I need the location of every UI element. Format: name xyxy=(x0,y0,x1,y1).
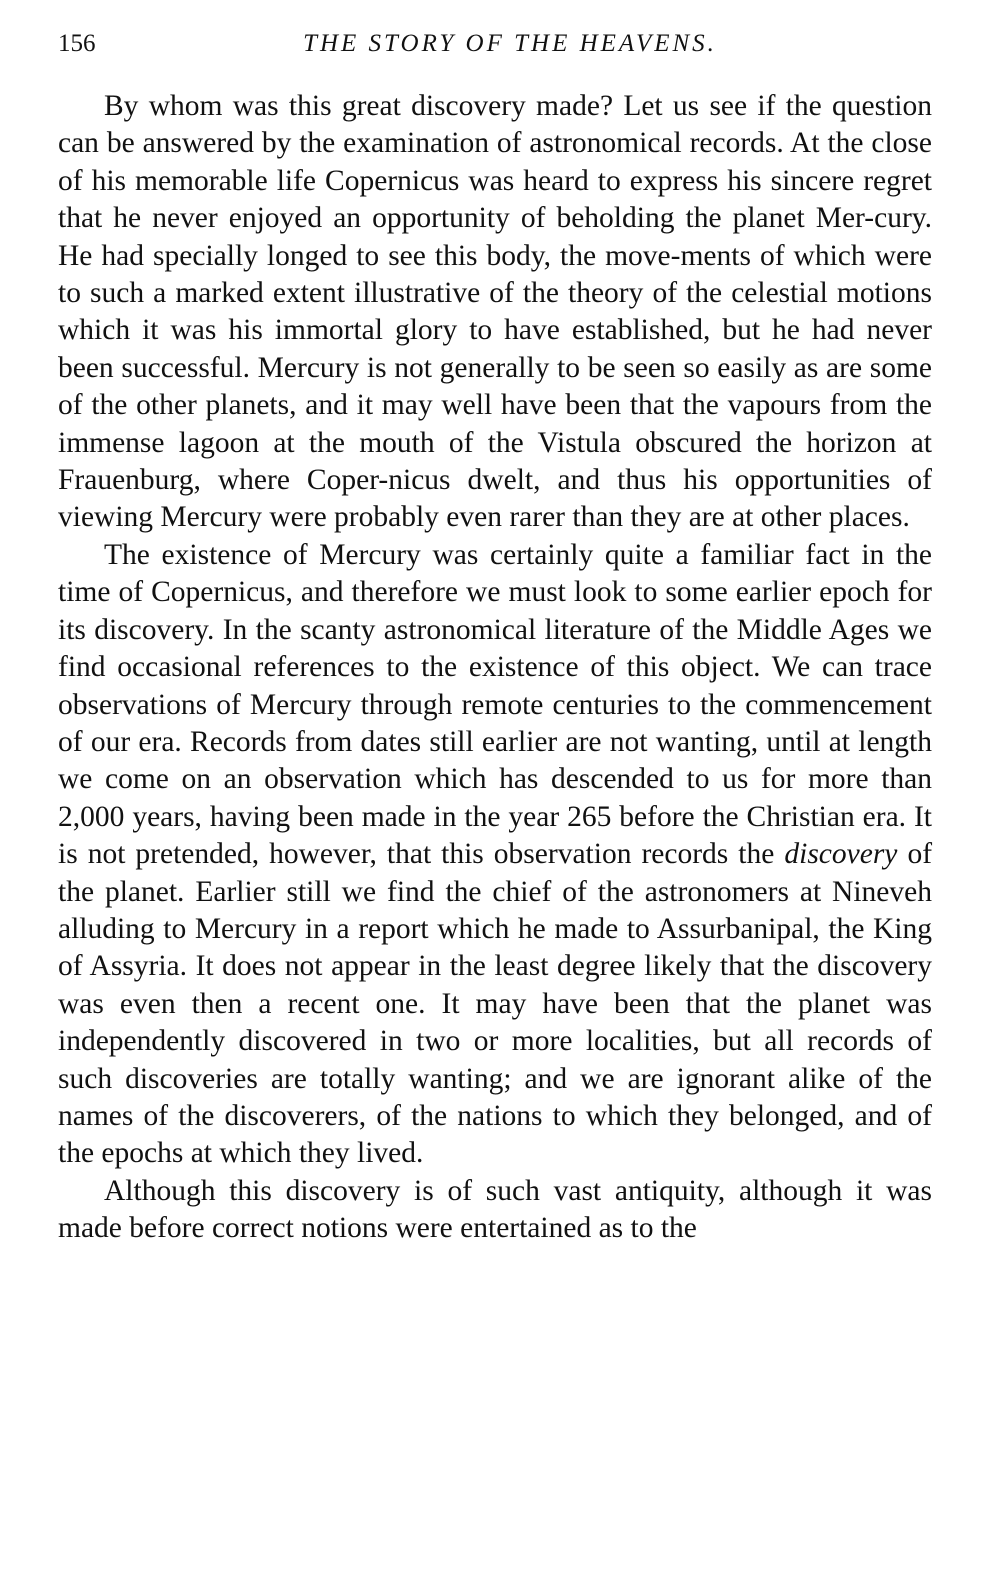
book-page xyxy=(58,30,932,1248)
emphasized-word: discovery xyxy=(784,838,898,871)
paragraph-2-text-before: The existence of Mercury was certainly quite a familiar fact in the time of Copernicus, and therefore we must look to some earlier epoch for its discovery. In the scanty astronomical literature of the Middle Ages we find occasional references to the existence of this object. We can trace observations of Mercury through remote centuries to the commencement of our era. Records from dates still earlier are not wanting, until at length we come on an observation which has descended to us for more than 2,000 years, having been made in the year 265 before the Christian era. It is not pretended, however, that this observation records the xyxy=(58,538,932,871)
running-head xyxy=(58,30,932,66)
body-text xyxy=(58,88,932,1248)
paragraph-3: Although this discovery is of such vast antiquity, although it was made before correct notions were entertained as to the xyxy=(58,1174,932,1245)
page-number: 156 xyxy=(58,30,96,57)
book-title: THE STORY OF THE HEAVENS. xyxy=(303,30,717,57)
paragraph-2-text-after: of the planet. Earlier still we find the chief of the astronomers at Nineveh alluding to Mercury in a report which he made to Assurbanipal, the King of Assyria. It does not appear in the least degree likely that the discovery was even then a recent one. It may have been that the planet was independently discovered in two or more localities, but all records of such discoveries are totally wanting; and we are ignorant alike of the names of the discoverers, of the nations to which they belonged, and of the epochs at which they lived. xyxy=(58,838,933,1170)
paragraph-2 xyxy=(58,537,932,1173)
paragraph-1: By whom was this great discovery made? Let us see if the question can be answered by the examination of astronomical records. At the close of his memorable life Copernicus was heard to express his sincere regret that he never enjoyed an opportunity of beholding the planet Mer-cury. He had specially longed to see this body, the move-ments of which were to such a marked extent illustrative of the theory of the celestial motions which it was his immortal glory to have established, but he had never been successful. Mercury is not generally to be seen so easily as are some of the other planets, and it may well have been that the vapours from the immense lagoon at the mouth of the Vistula obscured the horizon at Frauenburg, where Coper-nicus dwelt, and thus his opportunities of viewing Mercury were probably even rarer than they are at other places. xyxy=(58,90,932,534)
